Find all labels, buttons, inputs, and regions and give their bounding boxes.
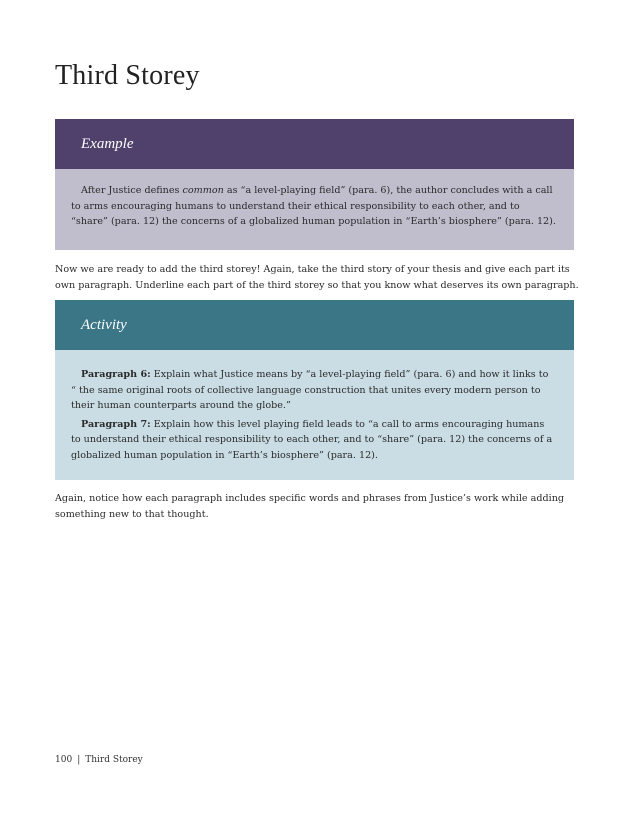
example-text-emphasis: common [182,185,224,196]
example-box [55,119,574,250]
activity-item [71,417,556,464]
activity-item-label: Paragraph 6: [81,369,151,380]
example-text-after: as “a level-playing field” (para. 6), the author concludes with a call to arms encouraging humans to understand their ethical responsibility to each other, and to “share” (para. 12) the concerns of a globalized human population in “Earth’s biosphere” (para. 12). [71,185,556,227]
body-paragraph-2: Again, notice how each paragraph includes specific words and phrases from Justice’s work while adding something new to that thought. [55,493,565,520]
activity-heading: Activity [55,300,574,350]
page-title: Third Storey [55,60,200,91]
activity-item-label: Paragraph 7: [81,418,151,430]
footer-section: Third Storey [85,755,143,765]
activity-item [71,367,556,414]
body-paragraph-1: Now we are ready to add the third storey! Again, take the third story of your thesis and give each part its own paragraph. Underline each part of the third storey so that you know what deserves its own paragraph. [55,264,579,291]
page-number: 100 [55,755,73,765]
activity-body [55,350,574,480]
example-text [71,183,556,230]
example-body [55,169,574,250]
activity-item-text: Explain what Justice means by “a level-playing field” (para. 6) and how it links to “ the same original roots of collective language construction that unites every modern person to their human counterparts around the globe.” [71,369,549,411]
footer-separator: | [77,755,81,765]
activity-box [55,300,574,480]
activity-item-text: Explain how this level playing field leads to “a call to arms encouraging humans to understand their ethical responsibility to each other, and to “share” (para. 12) the concerns of a globalized human population in “Earth’s biosphere” (para. 12). [71,418,553,461]
example-text-before: After Justice defines [81,185,183,196]
page-footer [55,755,143,765]
example-heading: Example [55,119,574,169]
